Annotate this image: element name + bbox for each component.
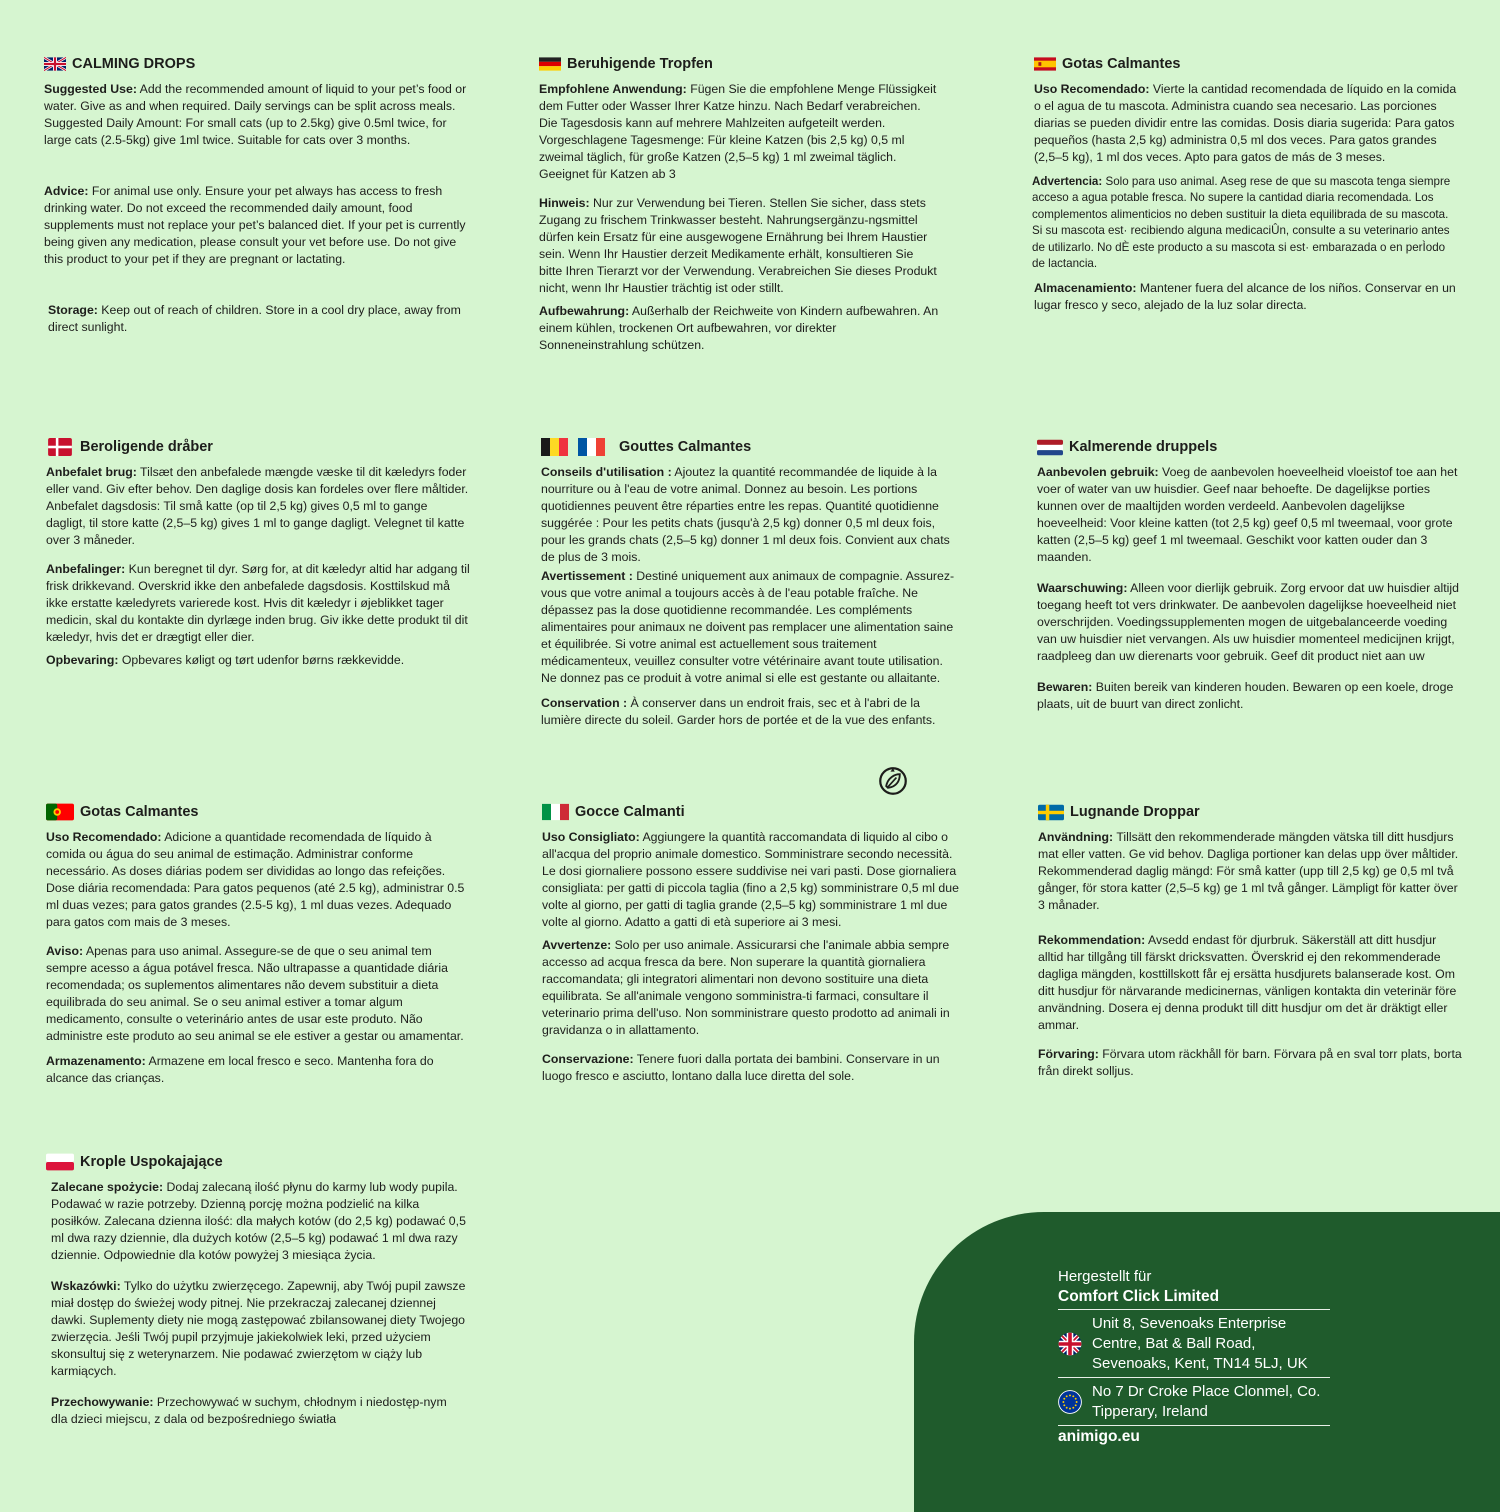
advice: Rekommendation: Avsedd endast för djurbruk. Säkerställ att ditt husdjur alltid har tillgång till färskt dricksvatten. Överskrid ej den rekommenderade dagliga mängden, kosttillskott får ej ersätta husdjurets balanserade kost. Om ditt husdjur för närvarande medicinernas, vänligen kontakta din veterinär före användning. Dosera ej denna produkt till ditt husdjur om det är dräktigt eller ammar. bbox=[1038, 933, 1457, 1032]
storage: Bewaren: Buiten bereik van kinderen houden. Bewaren op een koele, droge plaats, uit de buurt van direct zonlicht. bbox=[1037, 680, 1454, 711]
title-text: Gotas Calmantes bbox=[1062, 56, 1181, 72]
advice: Advice: For animal use only. Ensure your pet always has access to fresh drinking water. Do not exceed the recommended daily amount, food supplements must not replace your pet’s balanced diet. If your pet is currently being given any medication, please consult your vet before use. Do not give this product to your pet if they are pregnant or lactating. bbox=[44, 184, 466, 266]
uk-flag-icon bbox=[1058, 1332, 1082, 1356]
suggested-use: Uso Recomendado: Vierte la cantidad recomendada de líquido en la comida o el agua de tu mascota. Administra cuando sea necesario. Las porciones diarias se pueden dividir entre las comidas. Dosis diaria sugerida: Para gatos pequeños (hasta 2,5 kg) administra 0,5 ml dos veces. Para gatos grandes (2,5–5 kg), 1 ml dos veces. Apto para gatos de más de 3 meses. bbox=[1034, 82, 1457, 164]
section-nl bbox=[1037, 438, 1461, 729]
storage: Conservazione: Tenere fuori dalla portata dei bambini. Conservare in un luogo fresco e asciutto, lontano dalla luce diretta del sole. bbox=[542, 1052, 940, 1083]
title-text: Beruhigende Tropfen bbox=[567, 56, 713, 72]
section-title bbox=[541, 438, 961, 456]
title-text: Lugnande Droppar bbox=[1070, 804, 1200, 820]
storage: Förvaring: Förvara utom räckhåll för barn. Förvara på en sval torr plats, borta från direkt solljus. bbox=[1038, 1047, 1462, 1078]
section-title bbox=[542, 803, 962, 821]
manufacturer-info bbox=[1058, 1267, 1330, 1446]
france-flag-icon bbox=[578, 438, 605, 456]
spain-flag-icon bbox=[1034, 57, 1056, 71]
storage: Aufbewahrung: Außerhalb der Reichweite von Kindern aufbewahren. An einem kühlen, trockenen Ort aufbewahren, vor direkter Sonneneinstrahlung schützen. bbox=[539, 304, 939, 352]
suggested-use: Uso Recomendado: Adicione a quantidade recomendada de líquido à comida ou água do seu animal de estimação. Administrar conforme necessário. As doses diárias podem ser divididas ao longo das refeições. Dose diária recomendada: Para gatos pequenos (até 2.5 kg), administrar 0.5 ml duas vezes; para gatos grandes (2.5-5 kg), 1 ml duas vezes. Adequado para gatos com mais de 3 meses. bbox=[46, 830, 465, 929]
section-pt bbox=[46, 803, 470, 1103]
eu-address: No 7 Dr Croke Place Clonmel, Co. Tipperary, Ireland bbox=[1092, 1383, 1321, 1420]
uk-address: Unit 8, Sevenoaks Enterprise Centre, Bat & Ball Road, Sevenoaks, Kent, TN14 5LJ, UK bbox=[1092, 1315, 1308, 1372]
storage: Armazenamento: Armazene em local fresco e seco. Mantenha fora do alcance das crianças. bbox=[46, 1054, 434, 1085]
advice: Wskazówki: Tylko do użytku zwierzęcego. Zapewnij, aby Twój pupil zawsze miał dostęp do świeżej wody pitnej. Nie przekraczaj zalecanej dziennej dawki. Suplementy diety nie mogą zastępować zbilansowanej diety Twojego zwierzęcia. Jeśli Twój pupil przyjmuje jakiekolwiek leki, przed użyciem skonsultuj się z weterynarzem. Nie podawać zwierzętom w ciąży lub karmiących. bbox=[51, 1279, 466, 1378]
eu-flag-icon bbox=[1058, 1390, 1082, 1414]
section-it bbox=[542, 803, 962, 1101]
title-text: Gouttes Calmantes bbox=[619, 439, 752, 455]
section-title bbox=[1037, 438, 1461, 456]
section-es bbox=[1034, 55, 1458, 330]
suggested-use: Användning: Tillsätt den rekommenderade mängden vätska till ditt husdjurs mat eller vatten. Ge vid behov. Dagliga portioner kan delas upp över måltider. Rekommenderad daglig mängd: För små katter (upp till 2,5 kg) ge 0,5 ml två gånger, för stora katter (2,5–5 kg) ge 1 ml två gånger. Lämpligt för katter över 3 månader. bbox=[1038, 830, 1459, 912]
suggested-use: Uso Consigliato: Aggiungere la quantità raccomandata di liquido al cibo o all'acqua del proprio animale domestico. Somministrare secondo necessità. Le dosi giornaliere possono essere suddivise nei vari pasti. Dose giornaliera consigliata: per gatti di piccola taglia (fino a 2,5 kg) somministrare 0,5 ml due volte al giorno, per gatti di taglia grande (2,5–5 kg) somministrare 1 ml due volte al giorno. Adatto a gatti di età superiore ai 3 mesi. bbox=[542, 830, 959, 929]
section-pl bbox=[46, 1153, 466, 1444]
italy-flag-icon bbox=[542, 803, 569, 821]
storage: Conservation : À conserver dans un endroit frais, sec et à l'abri de la lumière directe du soleil. Garder hors de portée et de la vue des enfants. bbox=[541, 696, 936, 727]
portugal-flag-icon bbox=[46, 803, 74, 821]
section-title bbox=[46, 803, 470, 821]
website-link[interactable]: animigo.eu bbox=[1058, 1428, 1140, 1445]
title-text: Krople Uspokajające bbox=[80, 1154, 223, 1170]
advice: Hinweis: Nur zur Verwendung bei Tieren. Stellen Sie sicher, dass stets Zugang zu frischem Trinkwasser besteht. Nahrungsergänzu-ngsmittel dürfen kein Ersatz für eine ausgewogene Ernährung bei Ihrem Haustier sein. Wenn Ihr Haustier derzeit Medikamente erhält, konsultieren Sie bitte Ihren Tierarzt vor der Verwendung. Verabreichen Sie dieses Produkt nicht, wenn Ihr Haustier trächtig ist oder stillt. bbox=[539, 196, 937, 295]
title-text: Gotas Calmantes bbox=[80, 804, 199, 820]
advice: Aviso: Apenas para uso animal. Assegure-se de que o seu animal tem sempre acesso a água potável fresca. Não ultrapasse a quantidade diária recomendada; os suplementos alimentares não devem substituir a dieta equilibrada do seu animal. Se o seu animal estiver a tomar algum medicamento, consulte o veterinário antes de usar este produto. Não administre este produto ao seu animal se ele estiver a gestar ou amamentar. bbox=[46, 944, 464, 1043]
storage: Przechowywanie: Przechowywać w suchym, chłodnym i niedostęp-nym dla dzieci miejscu, z dala od bezpośredniego światła bbox=[51, 1395, 447, 1426]
section-title bbox=[46, 1153, 466, 1171]
storage: Opbevaring: Opbevares køligt og tørt udenfor børns rækkevidde. bbox=[46, 653, 405, 667]
section-de bbox=[539, 55, 939, 370]
section-title bbox=[539, 55, 939, 73]
section-sv bbox=[1038, 803, 1462, 1096]
advice: Avvertenze: Solo per uso animale. Assicurarsi che l'animale abbia sempre accesso ad acqua fresca da bere. Non superare la quantità giornaliera raccomandata; gli integratori alimentari non devono sostituire una dieta equilibrata. Se all'animale vengono somministra-ti farmaci, consultare il veterinario prima dell'uso. Non somministrare questo prodotto ad animali in gravidanza o in allattamento. bbox=[542, 938, 950, 1037]
advice: Anbefalinger: Kun beregnet til dyr. Sørg for, at dit kæledyr altid har adgang til frisk drikkevand. Overskrid ikke den anbefalede dagsdosis. Kosttilskud må ikke erstatte kæledyrets varierede kost. Hvis dit kæledyr i øjeblikket tager medicin, skal du kontakte din dyrlæge inden brug. Giv ikke dette produkt til dit kæledyr, hvis det er drægtigt eller dier. bbox=[46, 562, 470, 644]
advice: Avertissement : Destiné uniquement aux animaux de compagnie. Assurez-vous que votre animal a toujours accès à de l'eau potable fraîche. Ne dépassez pas la dose quotidienne recommandée. Les compléments alimentaires pour animaux ne doivent pas remplacer une alimentation saine et équilibrée. Si votre animal est actuellement sous traitement médicamenteux, veuillez consulter votre vétérinaire avant toute utilisation. Ne donnez pas ce produit à votre animal si elle est gestante ou allaitante. bbox=[541, 569, 955, 685]
section-title bbox=[1038, 803, 1462, 821]
title-text: Kalmerende druppels bbox=[1069, 439, 1218, 455]
uk-flag-icon bbox=[44, 57, 66, 71]
title-text: Beroligende dråber bbox=[80, 439, 213, 455]
section-en bbox=[44, 55, 468, 352]
company-name: Comfort Click Limited bbox=[1058, 1287, 1330, 1310]
suggested-use: Zalecane spożycie: Dodaj zalecaną ilość płynu do karmy lub wody pupila. Podawać w razie potrzeby. Dzienną porcję można podzielić na kilka posiłków. Zalecana dzienna ilość: dla małych kotów (do 2,5 kg) podawać 0,5 ml dwa razy dziennie, dla dużych kotów (2,5–5 kg) podawać 1 ml dwa razy dziennie. Odpowiednie dla kotów powyżej 3 miesiąca życia. bbox=[51, 1180, 466, 1262]
section-title bbox=[44, 55, 468, 73]
eu-address-row bbox=[1058, 1378, 1330, 1426]
advice: Waarschuwing: Alleen voor dierlijk gebruik. Zorg ervoor dat uw huisdier altijd toegang heeft tot vers drinkwater. De aanbevolen dagelijkse hoeveelheid niet overschrijden. Voedingssupplementen mogen de uitgebalanceerde voeding van uw huisdier niet vervangen. Als uw huisdier momenteel medicijnen krijgt, raadpleeg dan uw dierenarts voor gebruik. Geef dit product niet aan uw bbox=[1037, 581, 1459, 663]
title-text: CALMING DROPS bbox=[72, 56, 196, 72]
section-fr bbox=[541, 438, 961, 745]
title-text: Gocce Calmanti bbox=[575, 804, 685, 820]
storage: Almacenamiento: Mantener fuera del alcance de los niños. Conservar en un lugar fresco y seco, alejado de la luz solar directa. bbox=[1034, 281, 1456, 313]
belgium-flag-icon bbox=[541, 438, 568, 456]
sweden-flag-icon bbox=[1038, 804, 1064, 821]
suggested-use: Aanbevolen gebruik: Voeg de aanbevolen hoeveelheid vloeistof toe aan het voer of water van uw huisdier. Geef naar behoefte. De dagelijkse porties kunnen over de maaltijden worden verdeeld. Aanbevolen dagelijkse hoeveelheid: Voor kleine katten (tot 2,5 kg) geef 0,5 ml tweemaal, voor grote katten (2,5–5 kg) geef 1 ml tweemaal. Geschikt voor katten ouder dan 3 maanden. bbox=[1037, 465, 1458, 564]
poland-flag-icon bbox=[46, 1153, 74, 1171]
suggested-use: Anbefalet brug: Tilsæt den anbefalede mængde væske til dit kæledyrs foder eller vand. Giv efter behov. Den daglige dosis kan fordeles over flere måltider. Anbefalet dagsdosis: Til små katte (op til 2,5 kg) gives 0,5 ml to gange dagligt, til store katte (2,5–5 kg) gives 1 ml to gange dagligt. Velegnet til katte over 3 måneder. bbox=[46, 465, 469, 547]
denmark-flag-icon bbox=[46, 438, 74, 456]
uk-address-row bbox=[1058, 1310, 1330, 1378]
section-da bbox=[46, 438, 470, 685]
advice: Advertencia: Solo para uso animal. Aseg rese de que su mascota tenga siempre acceso a agua potable fresca. No supere la cantidad diaria recomendada. Los complementos alimenticios no deben sustituir la dieta equilibrada de su mascota. Si su mascota est· recibiendo alguna medicaciÛn, consulte a su veterinario antes de utilizarlo. No dÈ este producto a su mascota si est· embarazada o en perÌodo de lactancia. bbox=[1032, 175, 1451, 271]
suggested-use: Conseils d'utilisation : Ajoutez la quantité recommandée de liquide à la nourriture ou à l'eau de votre animal. Donnez au besoin. Les portions quotidiennes peuvent être réparties entre les repas. Quantité quotidienne suggérée : Pour les petits chats (jusqu'à 2,5 kg) donner 0,5 ml deux fois, pour les grands chats (2,5–5 kg) donner 1 ml deux fois. Convient aux chats de plus de 3 mois. bbox=[541, 465, 950, 564]
suggested-use: Suggested Use: Add the recommended amount of liquid to your pet’s food or water. Give as and when required. Daily servings can be split across meals. Suggested Daily Amount: For small cats (up to 2.5kg) give 0.5ml twice, for large cats (2.5-5kg) give 1ml twice. Suitable for cats over 3 months. bbox=[44, 82, 467, 147]
recycle-leaf-icon bbox=[876, 764, 910, 798]
manufactured-for-label: Hergestellt für bbox=[1058, 1268, 1152, 1285]
section-title bbox=[1034, 55, 1458, 73]
suggested-use: Empfohlene Anwendung: Fügen Sie die empfohlene Menge Flüssigkeit dem Futter oder Wasser Ihrer Katze hinzu. Nach Bedarf verabreichen. Die Tagesdosis kann auf mehrere Mahlzeiten aufgeteilt werden. Vorgeschlagene Tagesmenge: Für kleine Katzen (bis 2,5 kg) 0,5 ml zweimal täglich, für große Katzen (2,5–5 kg) 1 ml zweimal täglich. Geeignet für Katzen ab 3 bbox=[539, 82, 937, 181]
germany-flag-icon bbox=[539, 57, 561, 71]
netherlands-flag-icon bbox=[1037, 439, 1063, 456]
section-title bbox=[46, 438, 470, 456]
storage: Storage: Keep out of reach of children. Store in a cool dry place, away from direct sunlight. bbox=[48, 303, 461, 334]
